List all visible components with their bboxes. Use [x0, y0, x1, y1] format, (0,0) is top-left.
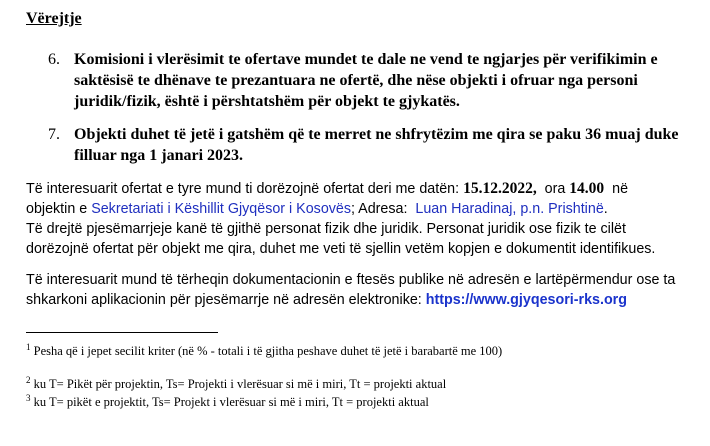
list-item: [26, 124, 706, 166]
paragraph-text: .: [603, 201, 608, 217]
footnote-mark: 3: [26, 392, 31, 403]
deadline-date: 15.12.2022,: [463, 180, 537, 197]
paragraph-line: [26, 199, 706, 219]
paragraph-text: shkarkoni aplikacionin për pjesëmarrje në adresën elektronike:: [26, 292, 426, 308]
list-item-line: saktësisë te dhënave te prezantuara ne ofertë, dhe nëse objekti i ofruar nga personi: [74, 72, 638, 89]
paragraph-line: Të drejtë pjesëmarrjeje kanë të gjithë personat fizik dhe juridik. Personat juridik ose fizik te cilët: [26, 221, 626, 237]
paragraph-line: [26, 290, 706, 310]
footnote-text: ku T= Pikët për projektin, Ts= Projekti i vlerësuar si më i miri, Tt = projekti aktual: [30, 377, 447, 391]
list-item-text: [74, 124, 706, 166]
list-item-line: filluar nga 1 janari 2023.: [74, 147, 244, 164]
list-item-number: 7.: [48, 126, 60, 143]
documentation-paragraph: [26, 270, 706, 310]
paragraph-line: [26, 179, 706, 199]
paragraph-text: Të interesuarit ofertat e tyre mund ti dorëzojnë ofertat deri me datën:: [26, 181, 464, 197]
footnote-mark: 1: [26, 341, 31, 352]
list-item-line: Objekti duhet të jetë i gatshëm që te merret ne shfrytëzim me qira se paku 36 muaj duke: [74, 126, 679, 143]
list-item-number: 6.: [48, 51, 60, 68]
address-text: Luan Haradinaj, p.n. Prishtinë: [415, 201, 604, 217]
paragraph-text: ; Adresa:: [351, 201, 416, 217]
website-link[interactable]: https://www.gjyqesori-rks.org: [425, 292, 627, 308]
institution-name: Sekretariati i Këshillit Gjyqësor i Kosovës: [91, 201, 352, 217]
footnote-mark: 2: [26, 374, 31, 385]
footnote: [26, 343, 706, 359]
footnote: [26, 394, 706, 410]
list-item-line: juridik/fizik, është i përshtatshëm për objekt te gjykatës.: [74, 93, 460, 110]
footnote-text: ku T= pikët e projektit, Ts= Projekt i vlerësuar si më i miri, Tt = projekti aktual: [30, 395, 429, 409]
paragraph-line: Të interesuarit mund të tërheqin dokumentacionin e ftesës publike në adresën e lartëpërmendur ose ta: [26, 272, 676, 288]
section-heading: Vërejtje: [26, 10, 82, 27]
footnote: [26, 376, 706, 392]
paragraph-text: ora: [536, 181, 570, 197]
paragraph-line: dorëzojnë ofertat për objekt me qira, duhet me veti të sjellin vetëm kopjen e dokumentit identifikues.: [26, 241, 656, 257]
paragraph-text: objektin e: [26, 201, 92, 217]
deadline-time: 14.00: [569, 180, 605, 197]
list-item-line: Komisioni i vlerësimit te ofertave mundet te dale ne vend te ngjarjes për verifikimin e: [74, 51, 658, 68]
list-item-text: [74, 49, 706, 112]
footnote-separator: [26, 332, 218, 333]
submission-paragraph: [26, 179, 706, 259]
list-item: [26, 49, 706, 112]
footnote-text: Pesha që i jepet secilit kriter (në % - totali i të gjitha peshave duhet të jetë i barabartë me 100): [30, 344, 503, 358]
paragraph-text: në: [604, 181, 629, 197]
